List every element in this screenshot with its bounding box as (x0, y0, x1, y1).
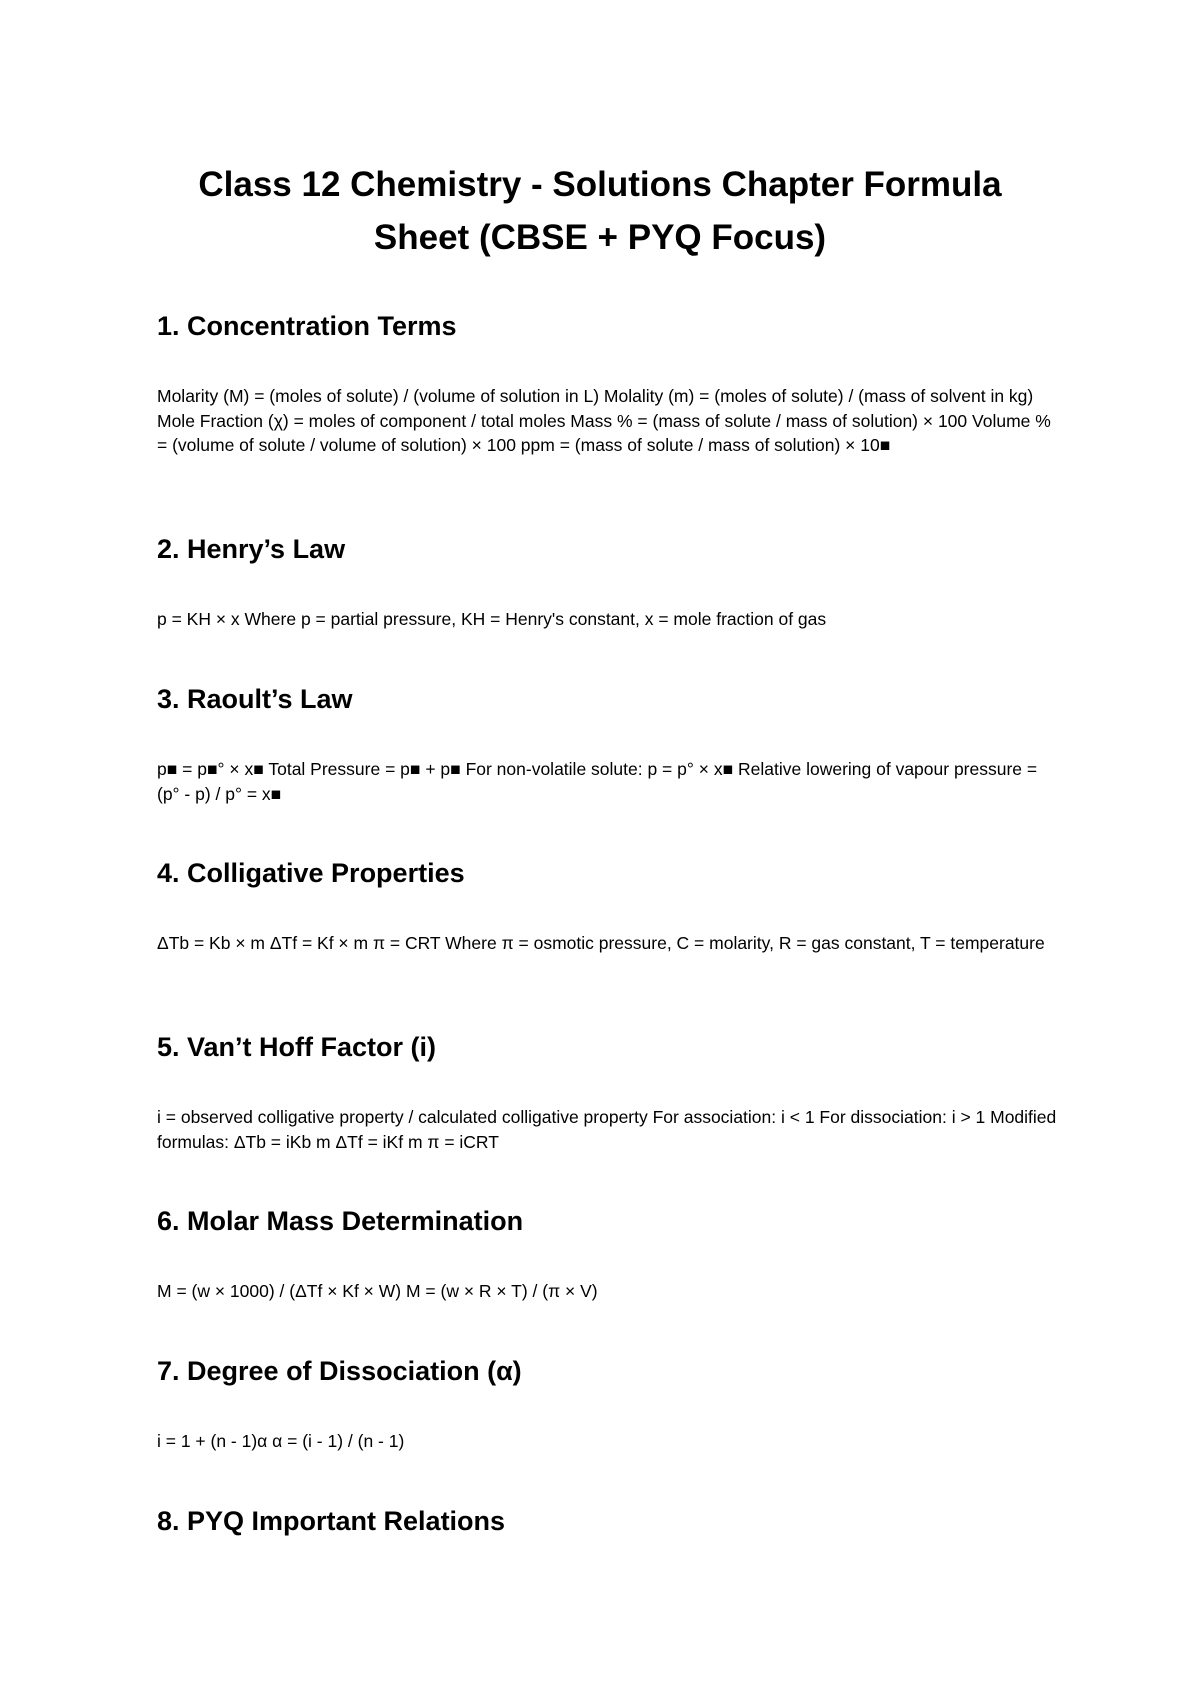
document-title: Class 12 Chemistry - Solutions Chapter Formula Sheet (CBSE + PYQ Focus) (198, 165, 1002, 257)
section-body-vant-hoff-factor: i = observed colligative property / calculated colligative property For association: i < 1 For dissociation: i > 1 Modified formulas: ΔTb = iKb m ΔTf = iKf m π = iCRT (157, 1107, 1057, 1152)
section-body-molar-mass-determination: M = (w × 1000) / (ΔTf × Kf × W) M = (w × R × T) / (π × V) (157, 1281, 598, 1301)
section-heading-raoults-law: 3. Raoult’s Law (157, 684, 353, 714)
section-heading-degree-of-dissociation: 7. Degree of Dissociation (α) (157, 1356, 522, 1386)
section-heading-colligative-properties: 4. Colligative Properties (157, 858, 465, 888)
section-body-degree-of-dissociation: i = 1 + (n - 1)α α = (i - 1) / (n - 1) (157, 1431, 405, 1451)
section-heading-concentration-terms: 1. Concentration Terms (157, 311, 457, 341)
section-heading-vant-hoff-factor: 5. Van’t Hoff Factor (i) (157, 1032, 437, 1062)
section-body-concentration-terms: Molarity (M) = (moles of solute) / (volume of solution in L) Molality (m) = (moles of solute) / (mass of solvent in kg) Mole Fraction (χ) = moles of component / total moles Mass % = (mass of solute / mass of solution) × 100 Volume % = (volume of solute / volume of solution) × 100 ppm = (mass of solute / mass of solution) × 10■ (157, 386, 1051, 455)
section-heading-molar-mass-determination: 6. Molar Mass Determination (157, 1206, 524, 1236)
section-heading-pyq-important-relations: 8. PYQ Important Relations (157, 1506, 506, 1536)
section-body-raoults-law: p■ = p■° × x■ Total Pressure = p■ + p■ For non-volatile solute: p = p° × x■ Relative lowering of vapour pressure = (p° - p) / p° = x■ (157, 759, 1038, 804)
section-heading-henrys-law: 2. Henry’s Law (157, 534, 346, 564)
section-body-colligative-properties: ΔTb = Kb × m ΔTf = Kf × m π = CRT Where π = osmotic pressure, C = molarity, R = gas constant, T = temperature (157, 933, 1045, 953)
section-body-henrys-law: p = KH × x Where p = partial pressure, KH = Henry's constant, x = mole fraction of gas (157, 609, 827, 629)
